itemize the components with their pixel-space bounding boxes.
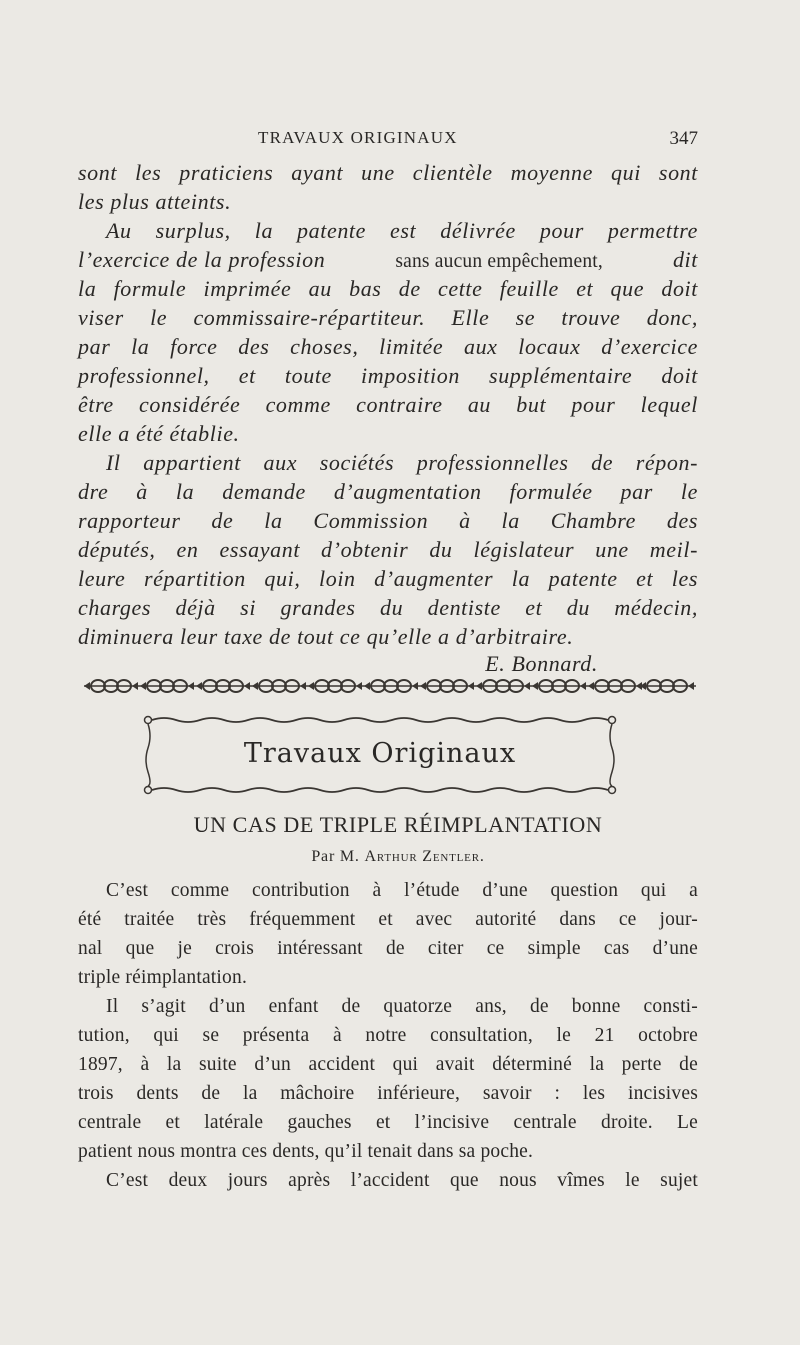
letter-line: être considérée comme contraire au but pour lequel xyxy=(78,392,698,417)
article-line: tution, qui se présenta à notre consultation, le 21 octobre xyxy=(78,1025,698,1046)
article-line: C’est deux jours après l’accident que nous vîmes le sujet xyxy=(106,1170,698,1191)
letter-line: leure répartition qui, loin d’augmenter la patente et les xyxy=(78,566,698,591)
article-line: Il s’agit d’un enfant de quatorze ans, de bonne consti- xyxy=(106,996,698,1017)
page-number: 347 xyxy=(669,128,698,149)
letter-line: les plus atteints. xyxy=(78,189,232,214)
article-line: patient nous montra ces dents, qu’il tenait dans sa poche. xyxy=(78,1141,534,1162)
letter-line-roman: sans aucun empêchement, xyxy=(395,251,603,272)
letter-line: rapporteur de la Commission à la Chambre des xyxy=(78,508,698,533)
letter-line: viser le commissaire-répartiteur. Elle se trouve donc, xyxy=(78,305,698,330)
letter-line: sont les praticiens ayant une clientèle moyenne qui sont xyxy=(78,160,698,185)
letter-line: professionnel, et toute imposition supplémentaire doit xyxy=(78,363,698,388)
letter-line: par la force des choses, limitée aux locaux d’exercice xyxy=(78,334,698,359)
letter-line-italic: l’exercice de la profession xyxy=(78,247,326,272)
running-head xyxy=(78,128,698,158)
letter-line: charges déjà si grandes du dentiste et du médecin, xyxy=(78,595,698,620)
letter-line: députés, en essayant d’obtenir du législateur une meil- xyxy=(78,537,698,562)
running-head-title: TRAVAUX ORIGINAUX xyxy=(258,128,458,147)
byline xyxy=(78,848,718,866)
letter-line: la formule imprimée au bas de cette feuille et que doit xyxy=(78,276,698,301)
article-line: nal que je crois intéressant de citer ce simple cas d’une xyxy=(78,938,698,959)
letter-line: Au surplus, la patente est délivrée pour permettre xyxy=(106,218,698,243)
article-line: C’est comme contribution à l’étude d’une question qui a xyxy=(106,880,698,901)
article-title: UN CAS DE TRIPLE RÉIMPLANTATION xyxy=(193,812,603,837)
section-heading: Travaux Originaux xyxy=(243,738,517,769)
article-line: été traitée très fréquemment et avec autorité dans ce jour- xyxy=(78,909,698,930)
article-line: triple réimplantation. xyxy=(78,967,248,988)
letter-line-mixed xyxy=(78,247,698,273)
byline-author: Arthur Zentler. xyxy=(364,848,485,865)
letter-line: Il appartient aux sociétés professionnelles de répon- xyxy=(106,450,698,475)
byline-prefix: Par M. xyxy=(311,848,360,865)
signature: E. Bonnard. xyxy=(485,651,598,676)
article-line: 1897, à la suite d’un accident qui avait déterminé la perte de xyxy=(78,1054,698,1075)
article-line: trois dents de la mâchoire inférieure, savoir : les incisives xyxy=(78,1083,698,1104)
letter-line-italic-end: dit xyxy=(672,247,698,272)
letter-line: dre à la demande d’augmentation formulée par le xyxy=(78,479,698,504)
article-line: centrale et latérale gauches et l’incisive centrale droite. Le xyxy=(78,1112,698,1133)
ornament-rule xyxy=(84,675,696,697)
letter-line: diminuera leur taxe de tout ce qu’elle a d’arbitraire. xyxy=(78,624,574,649)
letter-line: elle a été établie. xyxy=(78,421,240,446)
